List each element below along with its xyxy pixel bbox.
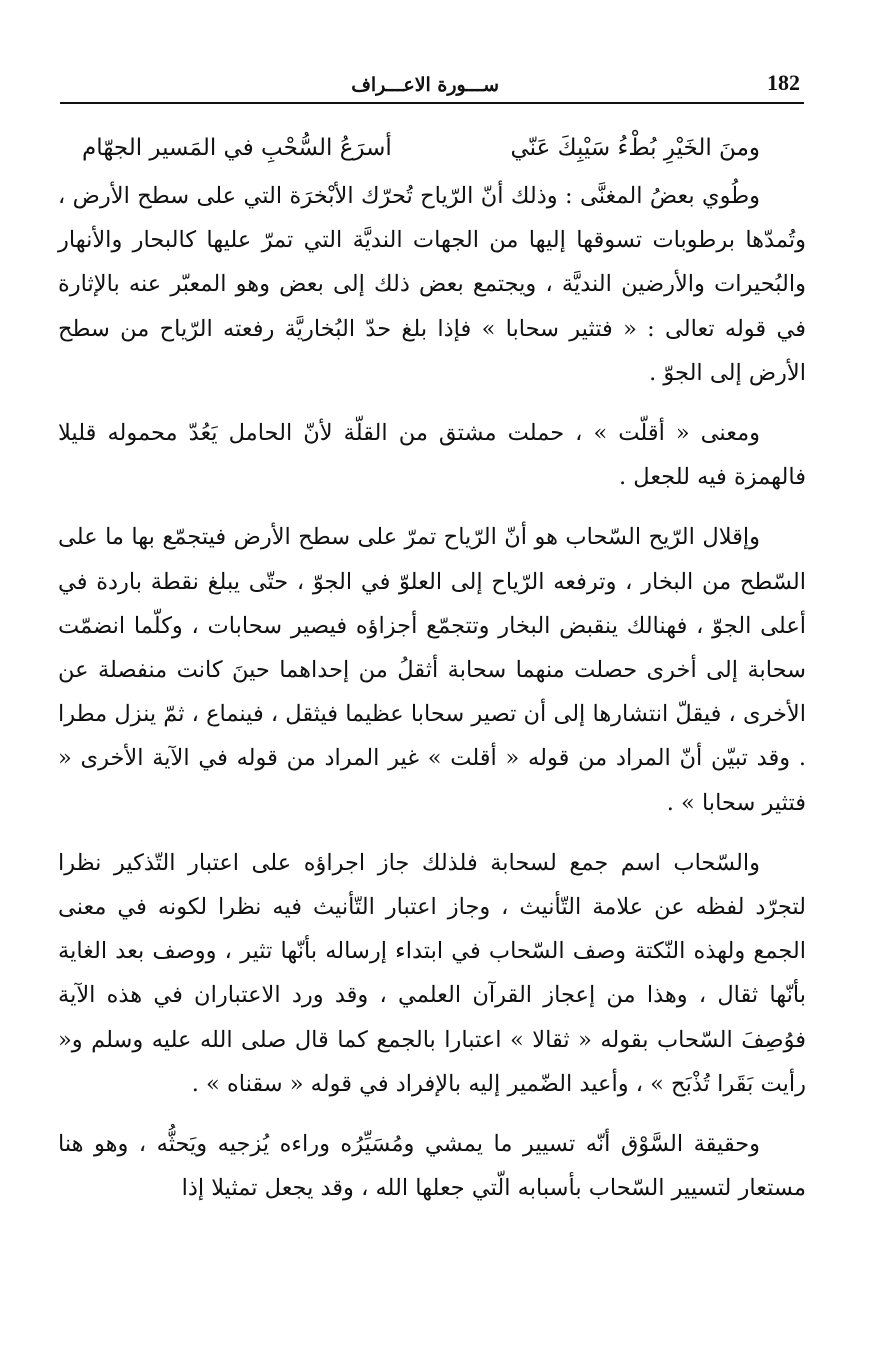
paragraph-5 bbox=[58, 1122, 806, 1210]
paragraph-4-text: والسّحاب اسم جمع لسحابة فلذلك جاز اجراؤه على اعتبار التّذكير نظرا لتجرّد لفظه عن علامة التّأنيث ، وجاز اعتبار التّأنيث فيه نظرا لكونه في معنى الجمع ولهذه النّكتة وصف السّحاب في ابتداء إرساله بأنّها تثير ، ووصف بعد الغاية بأنّها ثقال ، وهذا من إعجاز القرآن العلمي ، وقد ورد الاعتباران في هذه الآية فوُصِفَ السّحاب بقوله « ثقالا » اعتبارا بالجمع كما قال صلى الله عليه وسلم و« رأيت بَقَرا تُذْبَح » ، وأعيد الضّمير إليه بالإفراد في قوله « سقناه » . bbox=[58, 849, 806, 1097]
poetry-verse bbox=[58, 126, 806, 174]
page-header bbox=[60, 68, 804, 104]
verse-first-hemistich: ومنَ الخَيْرِ بُطْءُ سَيْبِكَ عَنّي bbox=[510, 135, 760, 161]
paragraph-2 bbox=[58, 411, 806, 499]
paragraph-5-text: وحقيقة السَّوْق أنّه تسيير ما يمشي ومُسَيِّرُه وراءه يُزجيه ويَحثُّه ، وهو هنا مستعار لتسيير السّحاب بأسبابه الّتي جعلها الله ، وقد يجعل تمثيلا إذا bbox=[58, 1131, 806, 1202]
page-number: 182 bbox=[767, 70, 800, 95]
paragraph-3-text: وإقلال الرّيح السّحاب هو أنّ الرّياح تمرّ على سطح الأرض فيتجمّع بها ما على السّطح من البخار ، وترفعه الرّياح إلى العلوّ في الجوّ ، حتّى يبلغ نقطة باردة في أعلى الجوّ ، فهنالك ينقبض البخار وتتجمّع أجزاؤه فيصير سحابات ، وكلّما انضمّت سحابة إلى أخرى حصلت منهما سحابة أثقلُ من إحداهما حينَ كانت منفصلة عن الأخرى ، فيقلّ انتشارها إلى أن تصير سحابا عظيما فيثقل ، فينماع ، ثمّ ينزل مطرا . وقد تبيّن أنّ المراد من قوله « أقلت » غير المراد من قوله في الآية الأخرى « فتثير سحابا » . bbox=[58, 524, 806, 816]
paragraph-2-text: ومعنى « أقلّت » ، حملت مشتق من القلّة لأنّ الحامل يَعُدّ محموله قليلا فالهمزة فيه للجعل . bbox=[58, 420, 806, 491]
paragraph-1-text: وطُوي بعضُ المغنَّى : وذلك أنّ الرّياح تُحرّك الأبْخرَة التي على سطح الأرض ، وتُمدّها برطوبات تسوقها إليها من الجهات النديَّة التي تمرّ عليها كالبحار والأنهار والبُحيرات والأرضين النديَّة ، ويجتمع بعض ذلك إلى بعض وهو المعبّر عنه بالإثارة في قوله تعالى : « فتثير سحابا » فإذا بلغ حدّ البُخاريَّة رفعته الرّياح من سطح الأرض إلى الجوّ . bbox=[58, 183, 806, 386]
paragraph-3 bbox=[58, 515, 806, 824]
paragraph-1 bbox=[58, 174, 806, 395]
surah-title: ســـورة الاعـــراف bbox=[351, 74, 499, 96]
paragraph-4 bbox=[58, 841, 806, 1106]
page-body bbox=[58, 126, 806, 1210]
verse-second-hemistich: أسرَعُ السُّحْبِ في المَسير الجهّام bbox=[82, 135, 392, 161]
